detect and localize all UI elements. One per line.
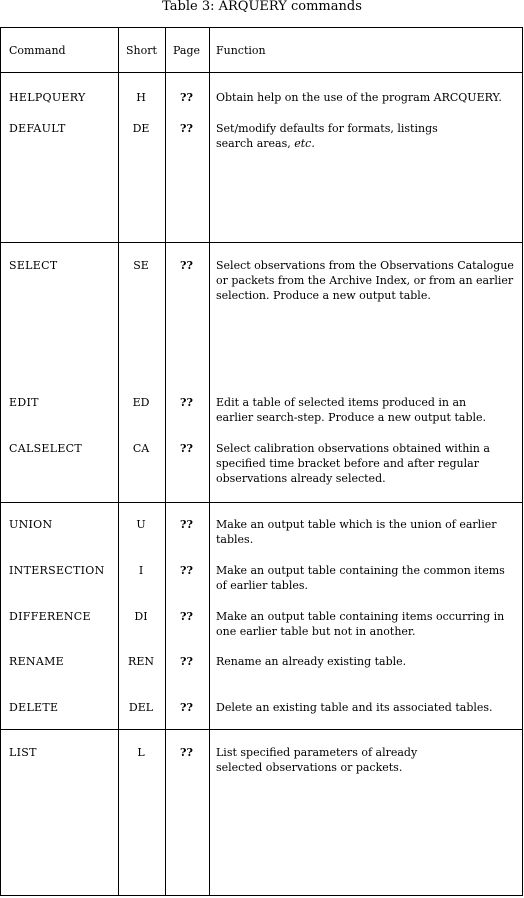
- header-page: Page: [173, 44, 201, 57]
- command-function: Rename an already existing table.: [216, 655, 407, 668]
- command-short: H: [136, 91, 146, 104]
- command-function: List specified parameters of already selected observations or packets.: [216, 746, 418, 774]
- group-divider: [1, 729, 522, 730]
- command-page: ??: [180, 610, 193, 623]
- column-divider: [118, 28, 119, 895]
- command-name: EDIT: [9, 396, 39, 409]
- command-page: ??: [180, 442, 193, 455]
- command-name: SELECT: [9, 259, 58, 272]
- group-divider: [1, 502, 522, 503]
- header-divider: [1, 72, 522, 73]
- command-page: ??: [180, 746, 193, 759]
- command-short: CA: [132, 442, 150, 455]
- header-short: Short: [126, 44, 157, 57]
- command-name: HELPQUERY: [9, 91, 86, 104]
- table-caption: Table 3: ARQUERY commands: [162, 0, 362, 14]
- command-function: [216, 121, 456, 151]
- command-page: ??: [180, 564, 193, 577]
- command-function: Make an output table containing items occurring in one earlier table but not in another.: [216, 610, 505, 638]
- command-name: DIFFERENCE: [9, 610, 91, 623]
- command-page: ??: [180, 518, 193, 531]
- command-name: DEFAULT: [9, 122, 66, 135]
- command-page: ??: [180, 122, 193, 135]
- command-function: Make an output table which is the union of earlier tables.: [216, 518, 497, 546]
- command-name: UNION: [9, 518, 53, 531]
- command-short: DI: [134, 610, 148, 623]
- command-page: ??: [180, 259, 193, 272]
- command-function: Select calibration observations obtained within a specified time bracket before and after regular observations already selected.: [216, 442, 490, 485]
- command-short: DE: [132, 122, 150, 135]
- command-name: CALSELECT: [9, 442, 83, 455]
- command-page: ??: [180, 701, 193, 714]
- commands-table: [0, 27, 523, 896]
- command-function: Obtain help on the use of the program ARCQUERY.: [216, 91, 502, 104]
- command-page: ??: [180, 396, 193, 409]
- command-page: ??: [180, 91, 193, 104]
- command-function: Make an output table containing the common items of earlier tables.: [216, 564, 505, 592]
- command-short: REN: [128, 655, 154, 668]
- command-short: I: [138, 564, 144, 577]
- command-short: L: [137, 746, 145, 759]
- command-page: ??: [180, 655, 193, 668]
- command-short: ED: [132, 396, 150, 409]
- function-italic-text: etc.: [294, 137, 315, 150]
- command-short: SE: [133, 259, 149, 272]
- column-divider: [209, 28, 210, 895]
- command-name: LIST: [9, 746, 37, 759]
- command-function: Edit a table of selected items produced in an earlier search-step. Produce a new output table.: [216, 396, 487, 424]
- header-command: Command: [9, 44, 66, 57]
- column-divider: [165, 28, 166, 895]
- header-function: Function: [216, 44, 266, 57]
- command-short: DEL: [128, 701, 154, 714]
- command-name: RENAME: [9, 655, 64, 668]
- function-text: Set/modify defaults for formats, listings search areas,: [216, 122, 438, 150]
- command-short: U: [136, 518, 146, 531]
- group-divider: [1, 242, 522, 243]
- command-function: Select observations from the Observations Catalogue or packets from the Archive Index, or from an earlier selection. Produce a new output table.: [216, 259, 514, 302]
- command-name: INTERSECTION: [9, 564, 105, 577]
- command-name: DELETE: [9, 701, 59, 714]
- command-function: Delete an existing table and its associated tables.: [216, 701, 493, 714]
